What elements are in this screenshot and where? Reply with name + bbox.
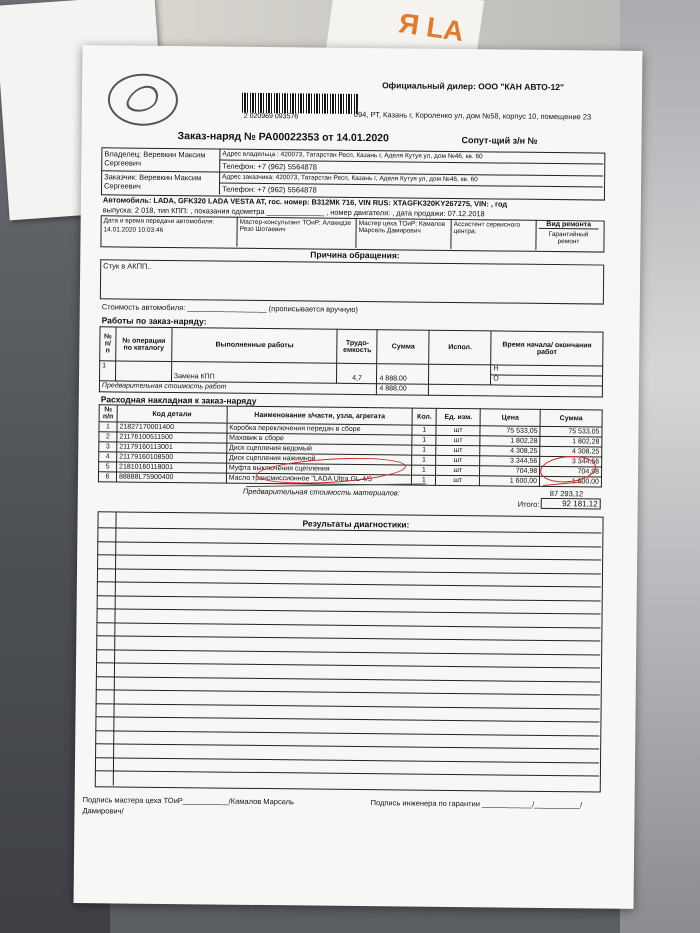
owner-name: Владелец: Веревкин Максим Сергеевич xyxy=(104,149,206,168)
owner-phone: Телефон: +7 (962) 5564878 xyxy=(222,161,318,172)
diagnostics-title: Результаты диагностики: xyxy=(302,518,410,530)
material-price: 704,98 xyxy=(480,466,540,477)
works-header-time: Время начала/ окончания работ xyxy=(491,331,603,366)
works-prelim-label: Предварительная стоимость работ xyxy=(99,381,377,395)
master-consultant: Мастер-консультант ТОиР: Алакидзе Резо Шотаевич xyxy=(239,218,352,234)
barcode xyxy=(242,93,358,114)
material-n: 1 xyxy=(99,422,117,432)
master-signature-cont: Дамирович/ xyxy=(82,806,124,816)
total-label: Итого: xyxy=(517,499,540,509)
material-sum: 1 600,00 xyxy=(540,476,602,487)
material-name: Маховик в сборе xyxy=(227,433,413,445)
material-unit: шт xyxy=(436,425,480,435)
material-code: 21176100511500 xyxy=(117,432,227,443)
material-name: Коробка переключения передач в сборе xyxy=(227,423,413,435)
shop-master: Мастер цеха ТОиР: Камалов Марсель Дамирович xyxy=(358,219,446,235)
material-n: 6 xyxy=(98,472,116,482)
material-price: 3 344,56 xyxy=(480,456,540,467)
material-unit: шт xyxy=(436,445,480,455)
materials-prelim-value: 87 293,12 xyxy=(549,489,584,499)
vehicle-info: Автомобиль: LADA, GFK320 LADA VESTA AT, гос. номер: В312МК 716, VIN RUS: XTAGFK320KY267275, VIN: , год xyxy=(102,195,508,209)
material-price: 75 533,05 xyxy=(480,426,540,437)
material-unit: шт xyxy=(436,435,480,445)
material-qty: 1 xyxy=(412,475,436,485)
material-n: 3 xyxy=(99,442,117,452)
customer-address: Адрес заказчика: 420073, Татарстан Респ, Казань г, Аделя Кутуя ул, дом №46, кв. 60 xyxy=(222,173,478,184)
material-qty: 1 xyxy=(412,435,436,445)
material-name: Диск сцепления нажимной xyxy=(226,453,412,465)
engineer-signature: Подпись инженера по гарантии ____________/___________/ xyxy=(370,798,583,810)
material-sum: 75 533,05 xyxy=(540,426,602,437)
handover-date-value: 14.01.2020 10:03:46 xyxy=(103,226,164,234)
materials-header-name: Наименование з/части, узла, агрегата xyxy=(227,406,413,425)
materials-header-sum: Сумма xyxy=(540,409,602,427)
dealer-address: 094, РТ, Казань г, Короленко ул, дом №58, корпус 10, помещение 23 xyxy=(353,109,592,122)
work-order-document xyxy=(74,45,643,909)
material-qty: 1 xyxy=(412,465,436,475)
material-code: 88888L75900400 xyxy=(116,472,226,483)
owner-address: Адрес владельца : 420073, Татарстан Респ, Казань г, Аделя Кутуя ул, дом №46, кв. 60 xyxy=(222,150,483,161)
works-header-labor: Трудо-емкость xyxy=(337,329,377,363)
repair-type-value: Гарантийный ремонт xyxy=(548,230,589,246)
material-qty: 1 xyxy=(412,425,436,435)
car-value: Стоимость автомобиля: ___________________ (прописывается вручную) xyxy=(101,302,358,314)
material-code: 21810160118001 xyxy=(117,462,227,473)
materials-header-n: № п/п xyxy=(99,405,117,422)
total-value: 92 181,12 xyxy=(541,498,601,510)
materials-header-price: Цена xyxy=(480,409,540,427)
material-name: Масло трансмиссионное "LADA Ultra GL-4/5 xyxy=(226,473,412,485)
customer-phone: Телефон: +7 (962) 5564878 xyxy=(221,184,317,195)
reason-title: Причина обращения: xyxy=(310,249,400,261)
work-labor: 4,7 xyxy=(337,363,377,383)
material-unit: шт xyxy=(436,455,480,465)
materials-title: Расходная накладная к заказ-наряду xyxy=(100,394,257,406)
brochure-text: Я LA xyxy=(396,7,466,48)
material-code: 21827170001400 xyxy=(117,422,227,433)
dealer-name: Официальный дилер: ООО "КАН АВТО-12" xyxy=(382,80,565,93)
material-sum: 3 344,56 xyxy=(540,456,602,467)
material-code: 21179160113001 xyxy=(117,442,227,453)
service-assistant: Ассистент сервисного центра: xyxy=(453,220,521,236)
reason-box xyxy=(100,259,604,304)
lada-logo-icon xyxy=(108,73,179,126)
repair-type-label: Вид ремонта xyxy=(539,221,599,230)
works-title: Работы по заказ-наряду: xyxy=(101,315,207,327)
materials-header-qty: Кол. xyxy=(412,408,436,425)
works-header-work: Выполненные работы xyxy=(172,328,338,364)
works-header-op: № операции по каталогу xyxy=(116,327,172,362)
handover-date-label: Дата и время передачи автомобиля: xyxy=(103,217,215,226)
master-signature: Подпись мастера цеха ТОиР___________/Камалов Марсель xyxy=(82,795,295,807)
work-op xyxy=(115,361,171,382)
works-header-exec: Испол. xyxy=(429,330,491,365)
material-price: 1 802,28 xyxy=(480,436,540,447)
works-prelim-value: 4 888,00 xyxy=(377,384,429,396)
materials-header-unit: Ед. изм. xyxy=(436,408,480,425)
work-sum: 4 888,00 xyxy=(377,364,429,385)
material-qty: 1 xyxy=(412,445,436,455)
vehicle-info-2: выпуска: 2 018, тип КПП: , показания одометра ______________ , номер двигателя: , дата продажи: 07.12.2018 xyxy=(102,205,485,219)
material-n: 4 xyxy=(99,452,117,462)
material-name: Муфта выключения сцепления xyxy=(226,463,412,475)
work-name: Замена КПП xyxy=(171,362,337,384)
order-title: Заказ-наряд № PA00022353 от 14.01.2020 xyxy=(177,130,389,145)
material-qty: 1 xyxy=(412,455,436,465)
material-name: Диск сцепления ведомый xyxy=(227,443,413,455)
companion-order: Сопут-щий з/н № xyxy=(461,135,538,146)
works-header-sum: Сумма xyxy=(377,330,429,365)
materials-header-code: Код детали xyxy=(117,405,227,423)
time-end: О xyxy=(493,375,499,383)
works-table xyxy=(99,326,604,397)
material-sum: 1 802,28 xyxy=(540,436,602,447)
barcode-number: 2 020969 093576 xyxy=(243,112,299,121)
time-start: Н xyxy=(491,365,602,376)
material-sum: 4 308,25 xyxy=(540,446,602,457)
material-price: 4 308,25 xyxy=(480,446,540,457)
work-exec xyxy=(429,364,491,385)
materials-prelim-label: Предварительная стоимость материалов: xyxy=(242,486,400,498)
material-code: 21179160108500 xyxy=(117,452,227,463)
material-unit: шт xyxy=(436,465,480,475)
material-n: 2 xyxy=(99,432,117,442)
material-price: 1 600,00 xyxy=(480,476,540,487)
material-unit: шт xyxy=(436,475,480,485)
material-n: 5 xyxy=(99,462,117,472)
reason-text: Стук в АКПП.. xyxy=(103,261,152,271)
work-n: 1 xyxy=(99,361,115,381)
customer-name: Заказчик: Веревкин Максим Сергеевич xyxy=(103,172,202,191)
material-sum: 704,98 xyxy=(540,466,602,477)
works-header-n: № п/ п xyxy=(100,327,116,361)
